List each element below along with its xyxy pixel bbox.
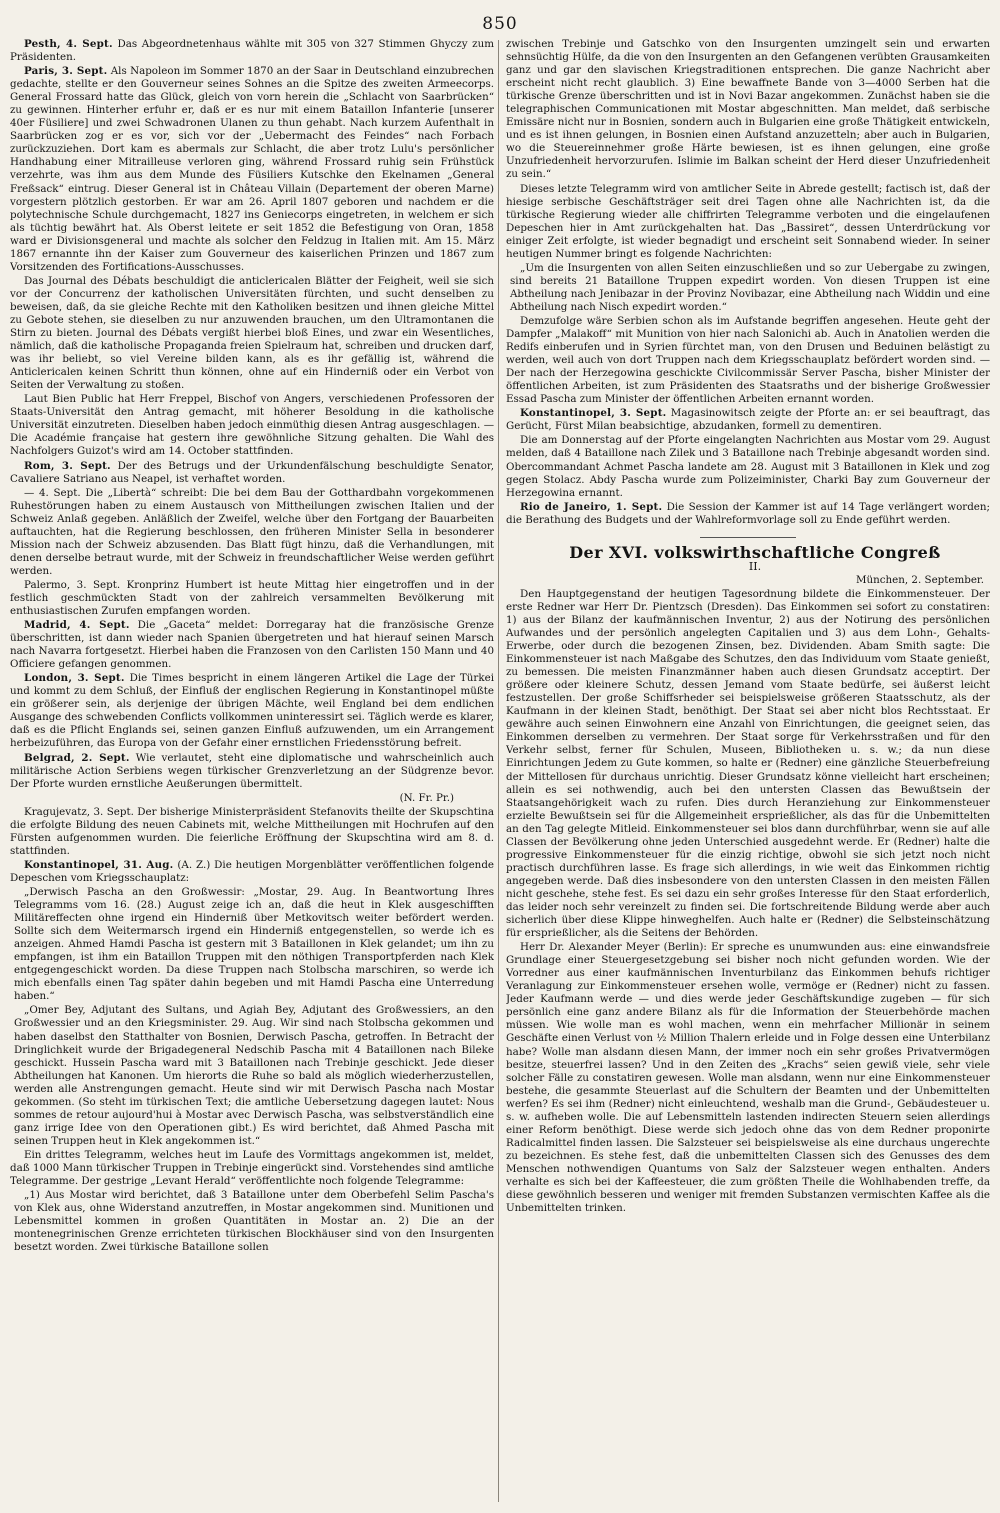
paragraph-text: Demzufolge wäre Serbien schon als im Aufstande begriffen angesehen. Heute geht der Dampfer „Malakoff“ mit Munition von hier nach Salonichi ab. Auch in Anatolien werden die Redifs einberufen und in Syrien fürchtet man, von den Drusen und Beduinen belästigt zu werden, weil auch von dort Truppen nach dem Kriegsschauplatz befördert worden sind. — Der nach der Herzegowina geschickte Civilcommissär Server Pascha, bisher Minister der öffentlichen Arbeiten, ist zum Präsidenten des Staatsraths und der bisherige Großwessier Essad Pascha zum Minister der öffentlichen Arbeiten ernannt worden. (506, 314, 990, 406)
paragraph-text: Herr Dr. Alexander Meyer (Berlin): Er spreche es unumwunden aus: eine einwandsfreie Grundlage einer Steuergesetzgebung sei bisher noch nicht gefunden worden. Wie der Vorredner aus einer kaufmännischen Inventurbilanz das Einkommen behufs richtiger Veranlagung zur Einkommensteuer ersehen wolle, vermöge er (Redner) nicht zu fassen. Jeder Kaufmann werde — und dies werde jeder Geschäftskundige zugeben — für sich persönlich eine ganz andere Bilanz als für die Information der Steuerbehörde machen müssen. Wie wolle man es wohl machen, wenn ein mehrfacher Millionär in seinem Geschäfte einen Verlust von ½ Million Thalern erleide und in Folge dessen eine Unterbilanz habe? Wolle man alsdann diesen Mann, der immer noch ein sehr großes Privatvermögen besitze, steuerfrei lassen? Und in den Zeiten des „Krachs“ seien gewiß viele, sehr viele solcher Fälle zu constatiren gewesen. Wolle man alsdann, wenn nur eine Einkommensteuer bestehe, die gesammte Steuerlast auf die Schultern der Beamten und der Unbemittelten werfen? Es sei ihm (Redner) nicht einleuchtend, weshalb man die Grund-, Gebäudesteuer u. s. w. aufheben wolle. Die auf Lebensmitteln lastenden indirecten Steuern seien allerdings einer Reform benöthigt. Diese werde sich jedoch ohne das von dem Redner proponirte Radicalmittel finden lassen. Die Salzsteuer sei beispielsweise als eine durchaus ungerechte zu bezeichnen. Es stehe fest, daß die unbemittelten Classen sich des Genusses des dem Menschen nothwendigen Quantums von Salz der Salzsteuer wegen enthalten. Anders verhalte es sich bei der Kaffeesteuer, die zum größten Theile die Wohlhabenden treffe, da diese gewöhnlich besseren und weniger mit fremden Substanzen vermischten Kaffee als die Unbemittelten trinken. (506, 941, 990, 1215)
news-item (10, 460, 494, 486)
article-paragraph (10, 1189, 494, 1254)
article-paragraph (506, 434, 990, 499)
news-item (10, 619, 494, 671)
news-item (10, 672, 494, 750)
article-paragraph (10, 806, 494, 858)
article-paragraph (506, 941, 990, 1215)
dateline: Rom, 3. Sept. (24, 459, 111, 472)
dateline: Konstantinopel, 3. Sept. (520, 407, 667, 420)
section-divider (700, 537, 796, 538)
article-paragraph (10, 579, 494, 618)
news-item (10, 38, 494, 64)
paragraph-text: Dieses letzte Telegramm wird von amtlicher Seite in Abrede gestellt; factisch ist, daß der hiesige serbische Geschäftsträger seit drei Tagen ohne alle Nachrichten ist, da die türkische Regierung wieder alle chiffrirten Telegramme verboten und die eingelaufenen Depeschen hier in Amt zurückgehalten hat. Das „Bassiret“, dessen Unterdrückung vor einiger Zeit erfolgte, ist wieder begnadigt und erscheint seit Sonnabend wieder. In seiner heutigen Nummer bringt es folgende Nachrichten: (506, 182, 990, 260)
news-item (10, 752, 494, 791)
section-dateline: München, 2. September. (855, 573, 984, 586)
paragraph-text: Ein drittes Telegramm, welches heut im Laufe des Vormittags angekommen ist, meldet, daß 1000 Mann türkischer Truppen in Trebinje eingerückt sind. Vorstehendes sind amtliche Telegramme. Der gestrige „Levant Herald“ veröffentlichte noch folgende Telegramme: (10, 1148, 494, 1188)
section-heading: Der XVI. volkswirthschaftliche Congreß (569, 542, 941, 562)
dateline: Belgrad, 2. Sept. (24, 751, 130, 764)
paragraph-text: „1) Aus Mostar wird berichtet, daß 3 Bataillone unter dem Oberbefehl Selim Pascha's von Klek aus, ohne Widerstand anzutreffen, in Mostar angekommen sind. Munitionen und Lebensmittel kommen in großen Quantitäten in Mostar an. 2) Die an der montenegrinischen Grenze errichteten türkischen Blockhäuser sind von den Insurgenten besetzt worden. Zwei türkische Bataillone sollen (14, 1189, 494, 1254)
paragraph-text: Der des Betrugs und der Urkundenfälschung beschuldigte Senator, Cavaliere Satriano aus Neapel, ist verhaftet worden. (10, 459, 494, 485)
article-paragraph (506, 315, 990, 406)
section-number: II. (748, 559, 762, 573)
paragraph-text: (A. Z.) Die heutigen Morgenblätter veröffentlichen folgende Depeschen vom Kriegsschauplatz: (10, 858, 494, 884)
paragraph-text: Laut Bien Public hat Herr Freppel, Bischof von Angers, verschiedenen Professoren der Staats-Universität den Antrag gemacht, mit höherer Besoldung in die katholische Universität einzutreten. Dieselben haben jedoch einmüthig diesen Antrag ausgeschlagen. — Die Académie française hat gestern ihre gewöhnliche Sitzung gehalten. Die Wahl des Nachfolgers Guizot's wird am 14. October stattfinden. (10, 393, 494, 458)
news-item (506, 407, 990, 433)
dateline: Pesth, 4. Sept. (24, 38, 113, 50)
article-paragraph (10, 1149, 494, 1188)
paragraph-text: Das Abgeordnetenhaus wählte mit 305 von 327 Stimmen Ghyczy zum Präsidenten. (10, 38, 494, 64)
news-item (10, 859, 494, 885)
paragraph-text: Palermo, 3. Sept. Kronprinz Humbert ist heute Mittag hier eingetroffen und in der festlich geschmückten Stadt von der zahlreich versammelten Bevölkerung mit enthusiastischen Zurufen empfangen worden. (10, 578, 494, 618)
news-item (506, 501, 990, 527)
paragraph-text: Als Napoleon im Sommer 1870 an der Saar in Deutschland einzubrechen gedachte, stellte er den Gouverneur seines Sohnes an die Spitze des zweiten Armeecorps. General Frossard hatte das Glück, gleich von vorn herein die „Schlacht von Saarbrücken“ zu gewinnen. Hinterher erfuhr er, daß er es nur mit einem Bataillon Infanterie [unserer 40er Füsiliere] und zwei Schwadronen Ulanen zu thun gehabt. Nach kurzem Aufenthalt in Saarbrücken zog er es vor, sich vor der „Uebermacht des Feindes“ nach Forbach zurückzuziehen. Dort kam es abermals zur Schlacht, die aber trotz Lulu's persönlicher Handhabung einer Mitrailleuse verloren ging, während Frossard ruhig sein Frühstück verzehrte, was ihm aus dem Munde des Füsiliers Kutschke den Ekelnamen „General Freßsack“ eintrug. Dieser General ist in Château Villain (Departement der oberen Marne) vorgestern plötzlich gestorben. Er war am 26. April 1807 geboren und nachdem er die polytechnische Schule durchgemacht, 1827 ins Geniecorps eingetreten, in welchem er sich als tüchtig bewährt hat. Als Oberst leitete er seit 1852 die Befestigung von Oran, 1858 ward er Divisionsgeneral und machte als solcher den Feldzug in Italien mit. Am 15. März 1867 ernannte ihn der Kaiser zum Gouverneur des kaiserlichen Prinzen und 1867 zum Vorsitzenden des Fortifications-Ausschusses. (10, 65, 494, 273)
article-paragraph (10, 275, 494, 392)
right-column (506, 38, 990, 1504)
paragraph-text: „Omer Bey, Adjutant des Sultans, und Agiah Bey, Adjutant des Großwessiers, an den Großwessier und an den Kriegsminister. 29. Aug. Wir sind nach Stolbscha gekommen und haben daselbst den Statthalter von Bosnien, Derwisch Pascha, getroffen. In Betracht der Dringlichkeit wurde der Brigadegeneral Nedschib Pascha mit 4 Bataillonen nach Bileke geschickt. Hussein Pascha ward mit 3 Bataillonen nach Trebinje geschickt. Jede dieser Abtheilungen hat Kanonen. Um hierorts die Ruhe so bald als möglich wiederherzustellen, werden alle Anstrengungen gemacht. Heute sind wir mit Derwisch Pascha nach Mostar gekommen. (So steht im türkischen Text; die amtliche Uebersetzung dagegen lautet: Nous sommes de retour aujourd'hui à Mostar avec Derwisch Pascha, was selbstverständlich eine ganz irrige Idee von den Operationen gibt.) Es wird berichtet, daß Ahmed Pascha mit seinen Truppen heut in Klek angekommen ist.“ (14, 1004, 494, 1147)
paragraph-text: — 4. Sept. Die „Libertà“ schreibt: Die bei dem Bau der Gotthardbahn vorgekommenen Ruhestörungen haben zu einem Austausch von Mittheilungen zwischen Italien und der Schweiz Anlaß gegeben. Anläßlich der Zweifel, welche über den Fortgang der Bauarbeiten auftauchten, hat die Regierung beschlossen, den früheren Minister Sella in besonderer Mission nach der Schweiz abzusenden. Das Blatt fügt hinzu, daß die Verhandlungen, mit denen derselbe betraut wurde, mit der Schweiz in freundschaftlicher Weise werden geführt werden. (10, 486, 494, 577)
paragraph-text: Die am Donnerstag auf der Pforte eingelangten Nachrichten aus Mostar vom 29. August melden, daß 4 Bataillone nach Zilek und 3 Bataillone nach Trebinje abgesandt worden sind. Obercommandant Achmet Pascha landete am 28. August mit 3 Bataillonen in Klek und zog gegen Stolacz. Abdy Pascha wurde zum Polizeiminister, Charki Bay zum Gouverneur der Herzegowina ernannt. (506, 434, 990, 499)
page-number: 850 (482, 14, 518, 34)
article-paragraph (10, 1004, 494, 1148)
paragraph-text: Magasinowitsch zeigte der Pforte an: er sei beauftragt, das Gerücht, Fürst Milan beabsichtige, abzudanken, formell zu dementiren. (506, 407, 990, 433)
paragraph-text: zwischen Trebinje und Gatschko von den Insurgenten umzingelt sein und erwarten sehnsüchtig Hülfe, da die von den Insurgenten an den Gefangenen verübten Grausamkeiten ganz und gar den slavischen Kriegstraditionen entsprechen. Die ganze Nachricht aber erscheint nicht recht glaublich. 3) Eine bewaffnete Bande von 3—4000 Serben hat die türkische Grenze überschritten und ist in Novi Bazar angekommen. Zunächst haben sie die telegraphischen Communicationen mit Mostar abgeschnitten. Man meldet, daß serbische Emissäre nicht nur in Bosnien, sondern auch in Bulgarien eine große Thätigkeit entwickeln, und es ist ihnen gelungen, in Bosnien einen Aufstand anzuzetteln; aber auch in Bulgarien, wo die Steuereinnehmer große Härte bewiesen, ist es ihnen gelungen, eine große Unzufriedenheit hervorzurufen. Islimie im Balkan scheint der Herd dieser Unzufriedenheit zu sein.“ (506, 38, 990, 181)
article-paragraph (10, 487, 494, 578)
paragraph-text: Das Journal des Débats beschuldigt die anticlericalen Blätter der Feigheit, weil sie sich vor der Concurrenz der katholischen Universitäten fürchten, und sucht denselben zu beweisen, daß, da sie gleiche Rechte mit den Katholiken besitzen und ihnen gleiche Mittel zu Gebote stehen, sie dieselben zu nur anzuwenden brauchen, um den Ultramontanen die Stirn zu bieten. Journal des Débats vergißt hierbei bloß Eines, und zwar ein Wesentliches, nämlich, daß die katholische Propaganda freien Spielraum hat, schreiben und drucken darf, was ihr beliebt, so viel Vereine bilden kann, als es ihr gefällig ist, während die Anticlericalen keinen Schritt thun können, ohne auf ein Hinderniß oder ein Verbot von Seiten der Verwaltung zu stoßen. (10, 274, 494, 392)
paragraph-text: Die Times bespricht in einem längeren Artikel die Lage der Türkei und kommt zu dem Schluß, der Einfluß der englischen Regierung in Konstantinopel müßte ein größerer sein, als derjenige der übrigen Mächte, weil England bei dem endlichen Ausgange des schwebenden Conflicts vollkommen uninteressirt sei. Täglich werde es klarer, daß es die Pflicht Englands sei, seinen ganzen Einfluß aufzuwenden, um ein Arrangement herbeizuführen, das Europa von der Gefahr einer ernstlichen Friedensstörung befreit. (10, 672, 494, 750)
article-paragraph (10, 886, 494, 1003)
article-paragraph (506, 262, 990, 314)
dateline: Paris, 3. Sept. (24, 65, 108, 78)
paragraph-text: Die Session der Kammer ist auf 14 Tage verlängert worden; die Berathung des Budgets und der Wahlreformvorlage soll zu Ende geführt werden. (506, 500, 990, 526)
article-paragraph (506, 588, 990, 940)
article-paragraph (506, 183, 990, 261)
news-item (10, 65, 494, 274)
paragraph-text: „Derwisch Pascha an den Großwessir: „Mostar, 29. Aug. In Beantwortung Ihres Telegramms vom 16. (28.) August zeige ich an, daß die heut in Klek ausgeschifften Militäreffecten ohne irgend ein Hinderniß über Metkovitsch weiter befördert werden. Sollte sich dem Weitermarsch irgend ein Hinderniß entgegenstellen, so werde ich es anzeigen. Ahmed Hamdi Pascha ist gestern mit 3 Bataillonen in Klek gelandet; um ihn zu empfangen, ist ihm ein Bataillon Truppen mit den nöthigen Transportpferden nach Klek entgegengeschickt worden. Da diese Truppen nach Stolbscha marschiren, so werde ich mich ebenfalls einen Tag später dahin begeben und mit Hamdi Pascha eine Unterredung haben.“ (14, 886, 494, 1003)
article-paragraph (506, 38, 990, 182)
dateline: Konstantinopel, 31. Aug. (24, 858, 174, 871)
article-paragraph (10, 393, 494, 458)
source-citation: (N. Fr. Pr.) (399, 791, 454, 804)
dateline: Rio de Janeiro, 1. Sept. (520, 500, 663, 513)
dateline: Madrid, 4. Sept. (24, 619, 130, 632)
paragraph-text: Wie verlautet, steht eine diplomatische und wahrscheinlich auch militärische Action Serbiens wegen türkischer Grenzverletzung an der Südgrenze bevor. Der Pforte wurden ernstliche Aeußerungen übermittelt. (10, 751, 494, 790)
paragraph-text: Kragujevatz, 3. Sept. Der bisherige Ministerpräsident Stefanovits theilte der Skupschtina die erfolgte Bildung des neuen Cabinets mit, welche Mittheilungen mit Hochrufen auf den Fürsten aufgenommen wurden. Die feierliche Eröffnung der Skupschtina wird am 8. d. stattfinden. (10, 805, 494, 857)
paragraph-text: Die „Gaceta“ meldet: Dorregaray hat die französische Grenze überschritten, ist dann wieder nach Spanien übergetreten und hat hierauf seinen Marsch nach Navarra fortgesetzt. Hierbei haben die Franzosen von den Carlisten 150 Mann und 40 Officiere gefangen genommen. (10, 619, 494, 671)
column-divider (498, 40, 499, 1502)
dateline: London, 3. Sept. (24, 672, 125, 685)
left-column (10, 38, 494, 1504)
paragraph-text: „Um die Insurgenten von allen Seiten einzuschließen und so zur Uebergabe zu zwingen, sind bereits 21 Bataillone Truppen expedirt worden. Von diesen Truppen ist eine Abtheilung nach Jenibazar in der Provinz Novibazar, eine Abtheilung nach Widdin und eine Abtheilung nach Nisch expedirt worden.“ (510, 261, 990, 313)
paragraph-text: Den Hauptgegenstand der heutigen Tagesordnung bildete die Einkommensteuer. Der erste Redner war Herr Dr. Pientzsch (Dresden). Das Einkommen sei sofort zu constatiren: 1) aus der Bilanz der kaufmännischen Inventur, 2) aus der Notirung des persönlichen Aufwandes und der persönlich angelegten Capitalien und 3) aus dem Lohn-, Gehalts-Erwerbe, oder durch die bezogenen Zinsen, bez. Dividenden. Abam Smith sagte: Die Einkommensteuer ist nach Maßgabe des Schutzes, den das Individuum vom Staate genießt, zu bemessen. Die meisten Finanzmänner haben auch diesen Grundsatz acceptirt. Der größere oder kleinere Schutz, dessen Jemand vom Staate bedürfe, sei äußerst leicht festzustellen. Der große Schiffsrheder sei beispielsweise größeren Staatsschutz, als der Kaufmann in der kleinen Stadt, benöthigt. Der Staat sei aber nicht blos Rechtsstaat. Er gewähre auch seinen Einwohnern eine Anzahl von Einrichtungen, die geeignet seien, das Einkommen derselben zu vermehren. Der Staat sorge für Verkehrsstraßen und für den Verkehr selbst, ferner für Schulen, Museen, Bibliotheken u. s. w.; da nun diese Einrichtungen Jedem zu Gute kommen, so halte er (Redner) eine gänzliche Steuerbefreiung der Mittellosen für durchaus unrichtig. Dieser Grundsatz könne vielleicht hart erscheinen; allein es sei nothwendig, auch bei den untersten Classen das Bewußtsein der Staatsangehörigkeit wach zu rufen. Dies durch Heranziehung zur Einkommensteuer erzielte Bewußtsein sei für die Allgemeinheit ersprießlicher, als das für die Unbemittelten an den Tag gelegte Mitleid. Einkommensteuer sei blos dann durchführbar, wenn sie auf alle Classen der Bevölkerung ohne jeden Unterschied ausgedehnt werde. Er (Redner) halte die progressive Einkommensteuer für die einzig richtige, obwohl sie sich jetzt noch nicht practisch durchführen lasse. Es frage sich allerdings, in wie weit das Einkommen richtig angegeben werde. Daß dies insbesondere von den untersten Classen in den meisten Fällen nicht geschehe, stehe fest. Es sei dazu ein sehr großes Interesse für den Staat erforderlich, das leider noch sehr vereinzelt zu finden sei. Die fortschreitende Bildung werde aber auch sicherlich über diese Klippe hinweghelfen. Auch halte er (Redner) die Selbsteinschätzung für ersprießlicher, als die Seitens der Behörden. (506, 587, 990, 940)
